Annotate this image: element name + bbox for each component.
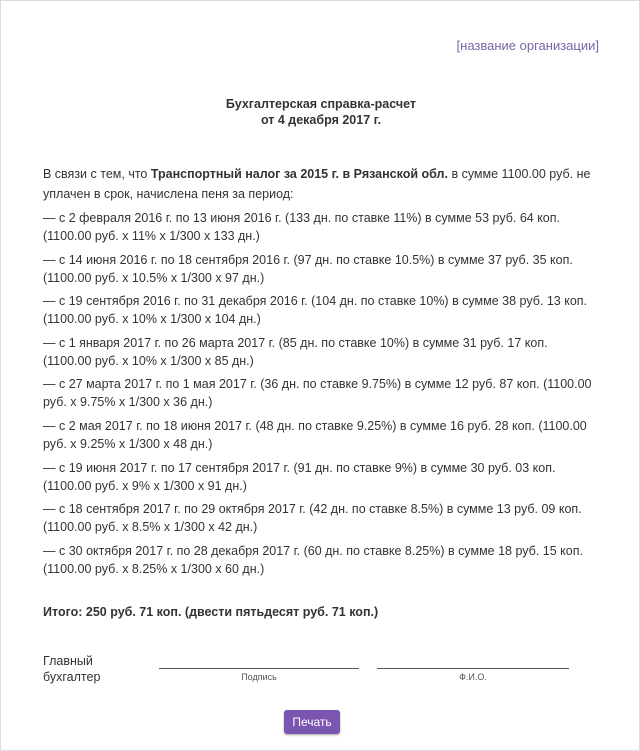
chief-accountant-label-line-1: Главный: [43, 654, 93, 668]
penalty-period-item: — с 30 октября 2017 г. по 28 декабря 2017 г. (60 дн. по ставке 8.25%) в сумме 18 руб. 15 коп. (1100.00 руб. x 8.25% x 1/300 x 60 дн.): [43, 543, 583, 576]
full-name-line: [377, 668, 569, 669]
signature-line: [159, 668, 359, 669]
penalty-periods-list: [43, 209, 599, 583]
intro-paragraph: [43, 164, 599, 204]
chief-accountant-label-line-2: бухгалтер: [43, 670, 101, 684]
total-amount: Итого: 250 руб. 71 коп. (двести пятьдесят руб. 71 коп.): [43, 605, 379, 619]
penalty-period-item: — с 18 сентября 2017 г. по 29 октября 2017 г. (42 дн. по ставке 8.5%) в сумме 13 руб. 09 коп. (1100.00 руб. x 8.5% x 1/300 x 42 дн.): [43, 502, 582, 535]
penalty-period-item: — с 14 июня 2016 г. по 18 сентября 2016 г. (97 дн. по ставке 10.5%) в сумме 37 руб. 35 коп. (1100.00 руб. x 10.5% x 1/300 x 97 дн.): [43, 252, 573, 285]
title-line-2: от 4 декабря 2017 г.: [260, 113, 382, 127]
penalty-period-item: — с 27 марта 2017 г. по 1 мая 2017 г. (36 дн. по ставке 9.75%) в сумме 12 руб. 87 коп. (1100.00 руб. x 9.75% x 1/300 x 36 дн.): [43, 377, 592, 410]
full-name-caption: Ф.И.О.: [459, 672, 487, 682]
title-line-1: Бухгалтерская справка-расчет: [225, 97, 417, 111]
intro-tax-name: Транспортный налог за 2015 г. в Рязанской обл.: [150, 167, 448, 181]
print-button[interactable]: Печать: [284, 710, 340, 734]
penalty-period-item: — с 2 февраля 2016 г. по 13 июня 2016 г. (133 дн. по ставке 11%) в сумме 53 руб. 64 коп. (1100.00 руб. x 11% x 1/300 x 133 дн.): [43, 211, 560, 243]
intro-suffix: в сумме 1100.00 руб. не уплачен в срок, начислена пеня за период:: [43, 167, 591, 201]
organization-name: [название организации]: [456, 38, 599, 53]
document-title: [1, 96, 640, 128]
penalty-period-item: — с 1 января 2017 г. по 26 марта 2017 г. (85 дн. по ставке 10%) в сумме 31 руб. 17 коп. (1100.00 руб. x 10% x 1/300 x 85 дн.): [43, 335, 548, 368]
penalty-period-item: — с 19 июня 2017 г. по 17 сентября 2017 г. (91 дн. по ставке 9%) в сумме 30 руб. 03 коп. (1100.00 руб. x 9% x 1/300 x 91 дн.): [43, 460, 556, 493]
intro-prefix: В связи с тем, что: [43, 167, 151, 181]
signature-caption: Подпись: [241, 672, 277, 682]
chief-accountant-label: [43, 653, 133, 685]
penalty-period-item: — с 19 сентября 2016 г. по 31 декабря 2016 г. (104 дн. по ставке 10%) в сумме 38 руб. 13 коп. (1100.00 руб. x 10% x 1/300 x 104 дн.): [43, 294, 588, 327]
penalty-period-item: — с 2 мая 2017 г. по 18 июня 2017 г. (48 дн. по ставке 9.25%) в сумме 16 руб. 28 коп. (1100.00 руб. x 9.25% x 1/300 x 48 дн.): [43, 418, 587, 451]
